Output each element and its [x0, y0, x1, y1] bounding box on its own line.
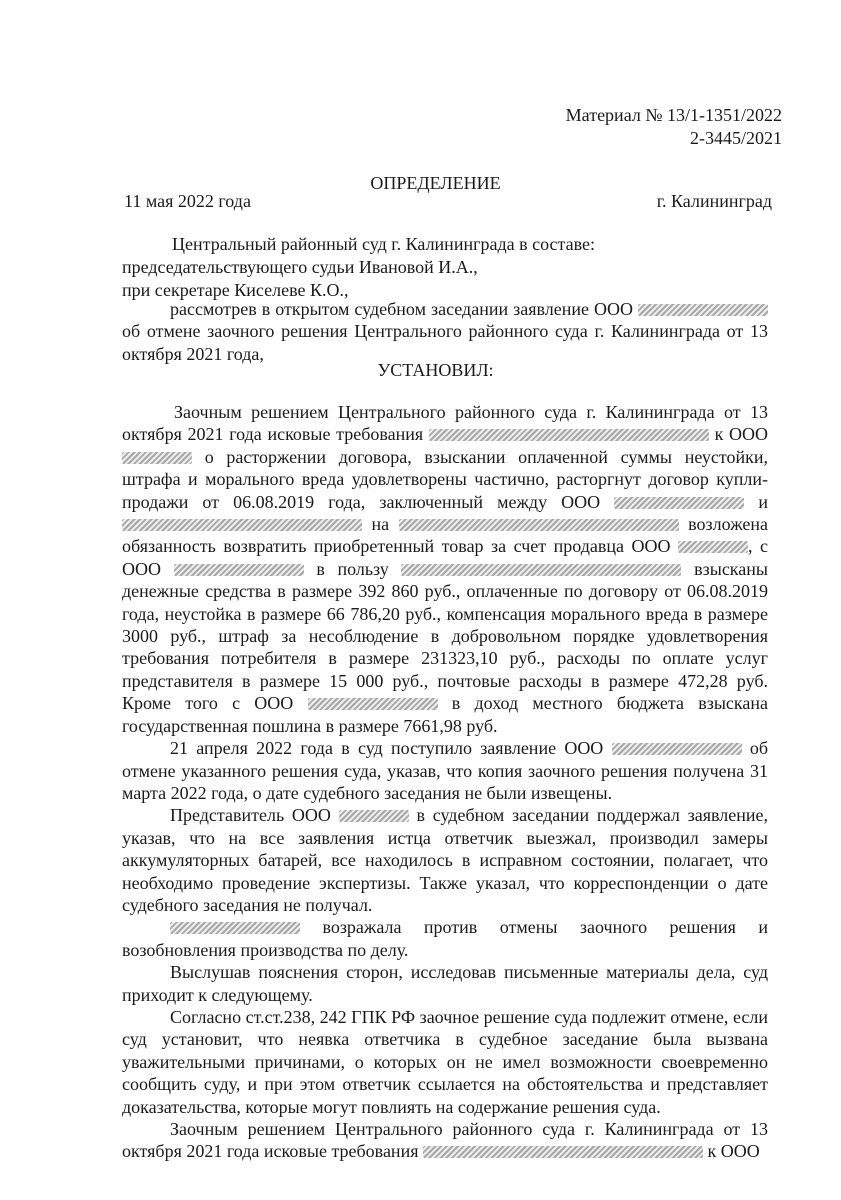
redacted-company: [638, 304, 768, 316]
document-city: г. Калининград: [656, 191, 772, 211]
paragraph-7: Заочным решением Центрального районного суда г. Калининграда от 13 октября 2021 года исковые требования к ООО: [122, 1119, 768, 1162]
redacted-company: [122, 452, 192, 464]
paragraph-4: возражала против отмены заочного решения и возобновления производства по делу.: [122, 917, 769, 960]
paragraph-1: Заочным решением Центрального районного суда г. Калининграда от 13 октября 2021 года исковые требования к ООО о расторжении договора, взыскании оплаченной суммы неустойки, штрафа и морального вреда удовлетворены частично, расторгнут договор купли-продажи от 06.08.2019 года, заключенный между ООО и на возложена обязанность возвратить приобретенный товар за счет продавца ООО , с ООО в пользу взысканы денежные средства в размере 392 860 руб., оплаченные по договору от 06.08.2019 года, неустойка в размере 66 786,20 руб., компенсация морального вреда в размере 3000 руб., штраф за несоблюдение в добровольном порядке удовлетворения требования потребителя в размере 231323,10 руб., расходы по оплате услуг представителя в размере 15 000 руб., почтовые расходы в размере 472,28 руб. Кроме того с ООО в доход местного бюджета взыскана государственная пошлина в размере 7661,98 руб.: [122, 402, 769, 736]
redacted-company: [678, 541, 748, 553]
intro-consider: [122, 298, 768, 365]
redacted-name: [429, 429, 709, 441]
intro-court: Центральный районный суд г. Калининграда в составе:: [172, 234, 595, 254]
case-number: 2-3445/2021: [690, 128, 782, 148]
main-body: [122, 401, 768, 1163]
redacted-name: [399, 519, 679, 531]
redacted-name: [122, 519, 362, 531]
redacted-company: [614, 497, 744, 509]
paragraph-3: Представитель ООО в судебном заседании поддержал заявление, указав, что на все заявления истца ответчик выезжал, производил замеры аккумуляторных батарей, все находилось в исправном состоянии, полагает, что необходимо проведение экспертизы. Также указал, что корреспонденции о дате судебного заседания не получал.: [122, 805, 769, 915]
redacted-company: [339, 810, 409, 822]
intro-judge: председательствующего судьи Ивановой И.А.,: [122, 257, 478, 277]
redacted-company: [174, 564, 304, 576]
paragraph-6: Согласно ст.ст.238, 242 ГПК РФ заочное решение суда подлежит отмене, если суд установит, что неявка ответчика в судебное заседание была вызвана уважительными причинами, о которых он не имел возможности своевременно сообщить суду, и при этом ответчик ссылается на обстоятельства и представляет доказательства, которые могут повлиять на содержание решения суда.: [122, 1006, 768, 1117]
material-number: Материал № 13/1-1351/2022: [565, 105, 782, 125]
document-date: 11 мая 2022 года: [124, 191, 251, 211]
redacted-name: [401, 564, 681, 576]
redacted-company: [612, 743, 742, 755]
paragraph-2: 21 апреля 2022 года в суд поступило заявление ООО об отмене указанного решения суда, указав, что копия заочного решения получена 31 марта 2022 года, о дате судебного заседания не были извещены.: [122, 738, 769, 803]
intro-consider-text: рассмотрев в открытом судебном заседании заявление ООО: [170, 299, 633, 319]
redacted-name: [170, 922, 300, 934]
intro-secretary: при секретаре Киселеве К.О.,: [122, 280, 349, 300]
redacted-company: [308, 698, 438, 710]
redacted-name: [423, 1146, 703, 1158]
paragraph-5: Выслушав пояснения сторон, исследовав письменные материалы дела, суд приходит к следующему.: [122, 962, 768, 1005]
document-title: ОПРЕДЕЛЕНИЕ: [370, 173, 501, 193]
intro-consider-text-2: об отмене заочного решения Центрального районного суда г. Калининграда от 13 октября 2021 года,: [122, 321, 768, 364]
section-heading: УСТАНОВИЛ:: [377, 360, 494, 380]
